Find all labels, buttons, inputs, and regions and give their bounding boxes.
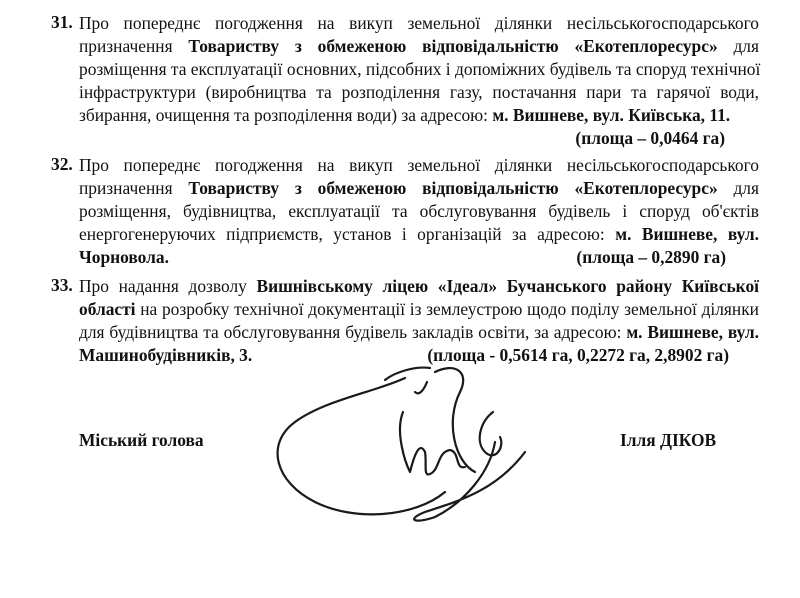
item-line: Про попереднє погодження на викуп земельної ділянки несільськогосподарського: [79, 155, 759, 175]
signature-block: [0, 420, 800, 460]
item-line: розміщення та експлуатації основних, підсобних і допоміжних будівель та споруд технічної: [79, 59, 761, 79]
decision-item-31: [51, 12, 761, 150]
item-number: 32.: [51, 154, 73, 174]
area-value: (площа – 0,2890 га): [576, 247, 726, 267]
item-line: Про попереднє погодження на викуп земельної ділянки несільськогосподарського: [79, 13, 759, 33]
signatory-title: Міський голова: [79, 430, 204, 450]
item-number: 31.: [51, 12, 73, 32]
item-line: призначення Товариству з обмеженою відповідальністю «Екотеплоресурс» для: [79, 36, 759, 56]
item-line: розміщення, будівництва, експлуатації та обслуговування будівель і споруд об'єктів: [79, 201, 759, 221]
area-value: (площа – 0,0464 га): [575, 128, 725, 148]
item-line: для будівництва та обслуговування будівель закладів освіти, за адресою: м. Вишневе, вул.: [79, 322, 759, 342]
item-line: Про надання дозволу Вишнівському ліцею «Ідеал» Бучанського району Київської: [79, 276, 759, 296]
area-value: (площа - 0,5614 га, 0,2272 га, 2,8902 га): [427, 345, 729, 365]
item-line: енергогенеруючих підприємств, установ і організацій за адресою: м. Вишневе, вул.: [79, 224, 759, 244]
item-line: інфраструктури (виробництва та розподілення газу, постачання пари та гарячої води,: [79, 82, 759, 102]
item-line: області на розробку технічної документації із землеустрою щодо поділу земельної ділянки: [79, 299, 759, 319]
address: Чорновола.: [79, 247, 169, 267]
address: м. Вишневе, вул. Київська, 11.: [492, 105, 731, 125]
decision-item-32: [51, 154, 759, 269]
signatory-name: Ілля ДІКОВ: [620, 430, 717, 450]
item-line: призначення Товариству з обмеженою відповідальністю «Екотеплоресурс» для: [79, 178, 759, 198]
item-line: [79, 246, 759, 269]
item-number: 33.: [51, 275, 73, 295]
address: Машинобудівників, 3.: [79, 345, 253, 365]
item-line: збирання, очищення та розподілення води) за адресою: м. Вишневе, вул. Київська, 11.: [79, 105, 731, 125]
